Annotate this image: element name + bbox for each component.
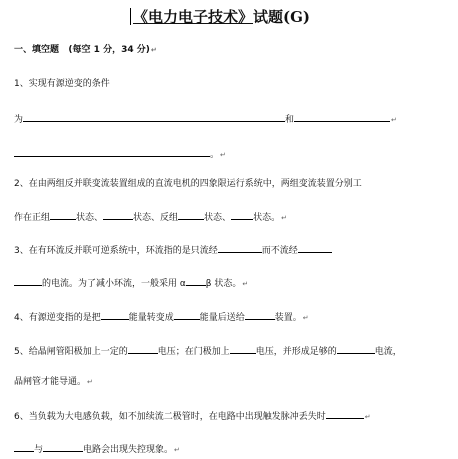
question-5-line-1: [14, 344, 402, 358]
question-3-text: 3、在有环流反并联可逆系统中，环流指的是只流经: [14, 246, 218, 256]
question-1-text: [14, 78, 110, 90]
answer-blank[interactable]: [174, 310, 200, 320]
question-1-end: 。: [210, 150, 220, 160]
answer-blank[interactable]: [294, 112, 390, 122]
question-1-prompt: 1、实现有源逆变的条件: [14, 79, 110, 89]
question-4-text: 能量转变成: [128, 313, 174, 323]
title-exam-label: 试题(G): [253, 8, 311, 26]
answer-blank[interactable]: [50, 210, 76, 220]
question-4-text: 能量后送给: [199, 313, 245, 323]
question-3-line-2: [14, 276, 248, 290]
question-2-text: 状态、: [76, 213, 104, 223]
answer-blank[interactable]: [298, 243, 332, 253]
page-title: [130, 6, 310, 27]
question-3-text: 而不流经: [261, 246, 298, 256]
paragraph-mark-icon: ↵: [391, 116, 397, 124]
answer-blank[interactable]: [103, 210, 133, 220]
question-4-text: 4、有源逆变指的是把: [14, 313, 101, 323]
paragraph-mark-icon: ↵: [150, 46, 157, 54]
question-1-line-2: [14, 112, 397, 126]
paragraph-mark-icon: ↵: [281, 214, 287, 222]
answer-blank[interactable]: [101, 310, 129, 320]
question-2-prompt: 2、在由两组反并联变流装置组成的直流电机的四象限运行系统中，两组变流装置分别工: [14, 179, 362, 189]
answer-blank[interactable]: [14, 147, 210, 157]
question-1-and: 和: [285, 115, 295, 125]
question-1-line-3: [14, 147, 226, 161]
text-cursor: [130, 8, 131, 25]
question-6-text: 6、当负载为大电感负载，如不加续流二极管时，在电路中出现触发脉冲丢失时: [14, 412, 326, 422]
answer-blank[interactable]: [43, 442, 83, 452]
paragraph-mark-icon: ↵: [87, 378, 93, 386]
paragraph-mark-icon: ↵: [364, 413, 371, 421]
question-5-text: 电压，并形成足够的: [255, 347, 337, 357]
answer-blank[interactable]: [231, 210, 253, 220]
question-2-text: 状态。: [253, 213, 281, 223]
answer-blank[interactable]: [14, 442, 34, 452]
paragraph-mark-icon: ↵: [302, 314, 309, 322]
answer-blank[interactable]: [14, 276, 42, 286]
question-3-text: β 状态。: [205, 279, 242, 289]
question-2-text: 状态、: [204, 213, 232, 223]
question-2-text: 作在正组: [14, 213, 51, 223]
section-score-note: (每空 1 分，34 分): [68, 45, 150, 55]
answer-blank[interactable]: [186, 276, 206, 286]
answer-blank[interactable]: [178, 210, 204, 220]
question-5-text: 晶闸管才能导通。: [14, 377, 87, 387]
paragraph-mark-icon: ↵: [242, 280, 249, 288]
question-4-line: [14, 310, 309, 324]
question-2-line-2: [14, 210, 287, 224]
question-6-line-2: [14, 442, 180, 456]
question-2-text: 状态、反组: [133, 213, 179, 223]
question-6-text: 电路会出现失控现象。: [83, 445, 174, 455]
question-5-text: 电流，: [374, 347, 402, 357]
question-2-line-1: [14, 178, 362, 190]
answer-blank[interactable]: [230, 344, 256, 354]
paragraph-mark-icon: ↵: [220, 151, 226, 159]
answer-blank[interactable]: [337, 344, 375, 354]
answer-blank[interactable]: [245, 310, 275, 320]
answer-blank[interactable]: [23, 112, 285, 122]
question-5-text: 5、给晶闸管阳极加上一定的: [14, 347, 128, 357]
section-heading-text: 一、填空题: [14, 45, 60, 55]
question-1-prefix: 为: [14, 115, 24, 125]
question-3-line-1: [14, 243, 332, 257]
question-6-text: 与: [34, 445, 44, 455]
question-6-line-1: [14, 409, 371, 423]
question-5-text: 电压；在门极加上: [157, 347, 230, 357]
question-3-text: 的电流。为了减小环流，一般采用 α: [42, 279, 186, 289]
answer-blank[interactable]: [326, 409, 364, 419]
answer-blank[interactable]: [128, 344, 158, 354]
question-4-text: 装置。: [274, 313, 302, 323]
question-5-line-2: [14, 376, 93, 388]
paragraph-mark-icon: ↵: [174, 446, 180, 454]
title-course-name: 《电力电子技术》: [133, 8, 254, 26]
answer-blank[interactable]: [218, 243, 262, 253]
section-heading: [14, 44, 157, 56]
